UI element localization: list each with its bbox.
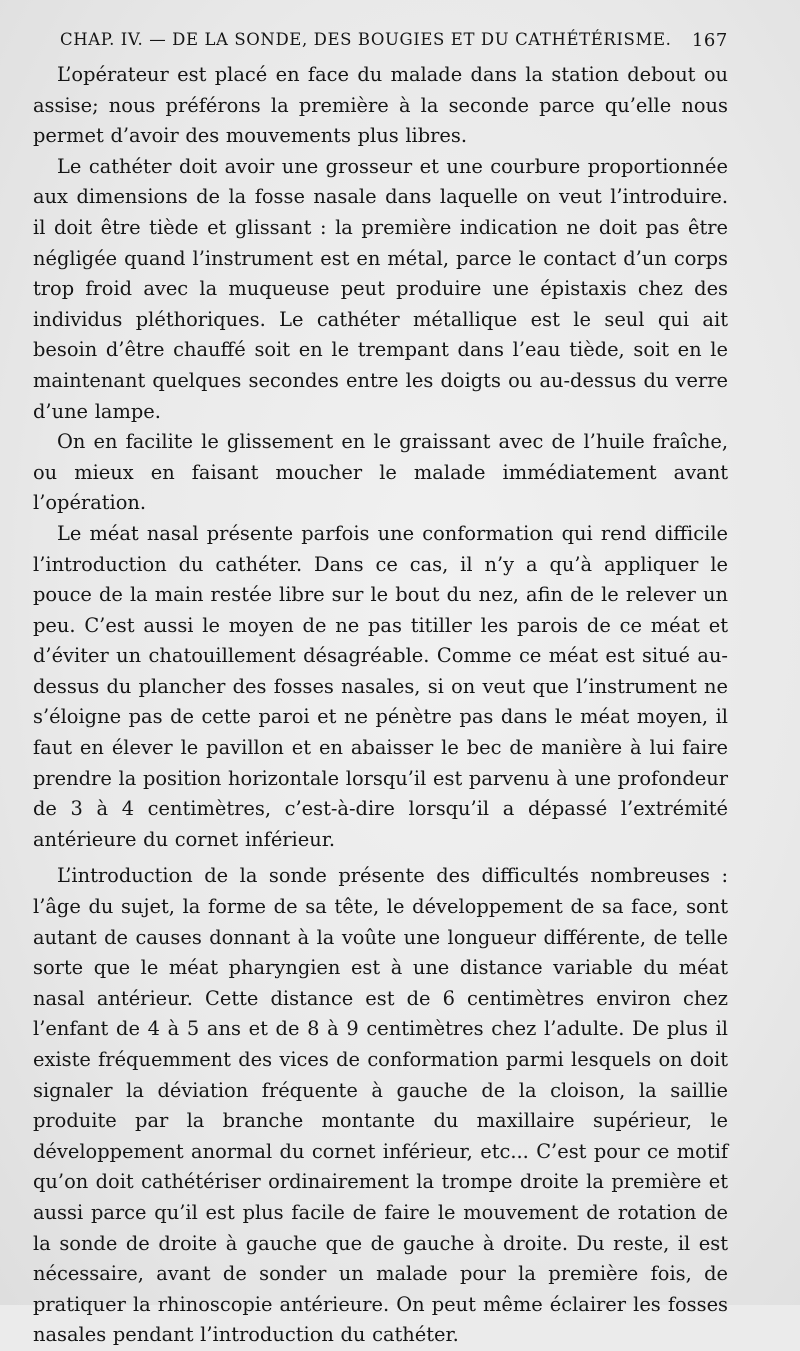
- paragraph-catheter-size: Le cathéter doit avoir une grosseur et une courbure proportionnée aux dimensions de la fosse nasale dans laquelle on veut l’introduire. il doit être tiède et glissant : la première indication ne doit pas être négligée quand l’instrument est en métal, parce le contact d’un corps trop froid avec la muqueuse peut produire une épistaxis chez des individus pléthoriques. Le cathéter métallique est le seul qui ait besoin d’être chauffé soit en le trempant dans l’eau tiède, soit en le maintenant quelques secondes entre les doigts ou au-dessus du verre d’une lampe.: [33, 154, 728, 423]
- paragraph-operator-position: L’opérateur est placé en face du malade dans la station debout ou assise; nous préférons la première à la seconde parce qu’elle nous permet d’avoir des mouvements plus libres.: [33, 63, 728, 148]
- page-number: 167: [691, 30, 728, 51]
- paragraph-difficulties: L’introduction de la sonde présente des difficultés nombreuses : l’âge du sujet, la forme de sa tête, le développement de sa face, sont autant de causes donnant à la voûte une longueur différente, de telle sorte que le méat pharyngien est à une distance variable du méat nasal antérieur. Cette distance est de 6 centimètres environ chez l’enfant de 4 à 5 ans et de 8 à 9 centimètres chez l’adulte. De plus il existe fréquemment des vices de conformation parmi lesquels on doit signaler la déviation fréquente à gauche de la cloison, la saillie produite par la branche montante du maxillaire supérieur, le développement anormal du cornet inférieur, etc... C’est pour ce motif qu’on doit cathétériser ordinairement la trompe droite la première et aussi parce qu’il est plus facile de faire le mouvement de rotation de la sonde de droite à gauche que de gauche à droite. Du reste, il est nécessaire, avant de sonder un malade pour la première fois, de pratiquer la rhinoscopie antérieure. On peut même éclairer les fosses nasales pendant l’introduction du cathéter.: [33, 864, 728, 1347]
- paragraph-lubrication: On en facilite le glissement en le graissant avec de l’huile fraîche, ou mieux en faisant moucher le malade immédiatement avant l’opération.: [33, 430, 728, 515]
- body-text: [33, 60, 728, 1351]
- chapter-title: CHAP. IV. — DE LA SONDE, DES BOUGIES ET DU CATHÉTÉRISME.: [60, 30, 672, 49]
- paragraph-nasal-meatus: Le méat nasal présente parfois une conformation qui rend difficile l’introduction du cathéter. Dans ce cas, il n’y a qu’à appliquer le pouce de la main restée libre sur le bout du nez, afin de le relever un peu. C’est aussi le moyen de ne pas titiller les parois de ce méat et d’éviter un chatouillement désagréable. Comme ce méat est situé au-dessus du plancher des fosses nasales, si on veut que l’instrument ne s’éloigne pas de cette paroi et ne pénètre pas dans le méat moyen, il faut en élever le pavillon et en abaisser le bec de manière à lui faire prendre la position horizontale lorsqu’il est parvenu à une profondeur de 3 à 4 centimètres, c’est-à-dire lorsqu’il a dépassé l’extrémité antérieure du cornet inférieur.: [33, 521, 728, 851]
- running-head: [60, 30, 728, 56]
